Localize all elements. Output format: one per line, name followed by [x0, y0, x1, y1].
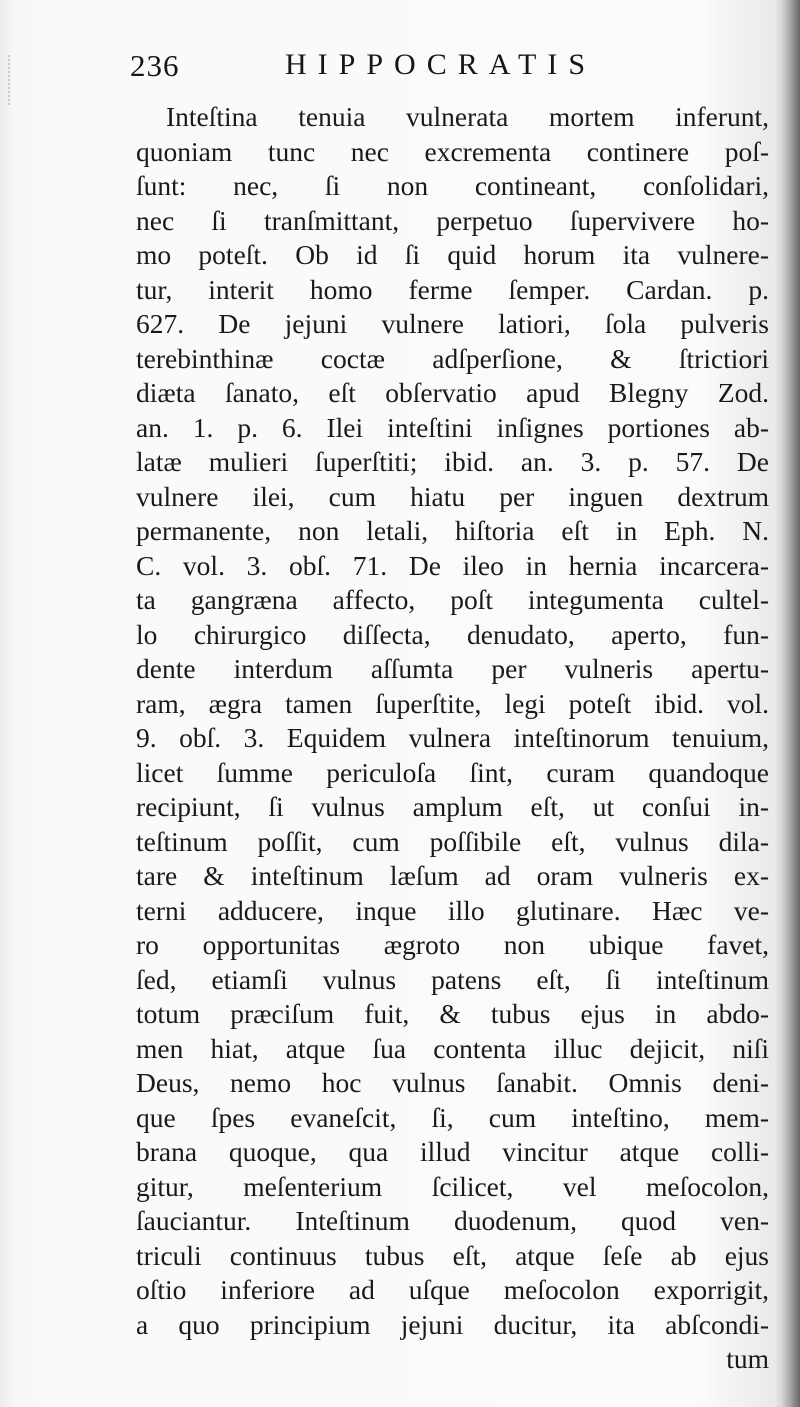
text-line: a quo principium jejuni ducitur, ita abſcondi-	[136, 1308, 769, 1340]
text-line: totum præciſum fuit, & tubus ejus in abdo-	[136, 998, 769, 1029]
text-line: que ſpes evaneſcit, ſi, cum inteſtino, mem-	[136, 1101, 769, 1133]
text-line: dente interdum aſſumta per vulneris apertu-	[136, 653, 769, 684]
text-line: vulnere ilei, cum hiatu per inguen dextrum	[136, 480, 769, 512]
text-line: ſauciantur. Inteſtinum duodenum, quod ven-	[136, 1205, 769, 1236]
catchword: tum	[726, 1343, 769, 1374]
text-line: men hiat, atque ſua contenta illuc dejicit, niſi	[136, 1032, 769, 1064]
text-line: lo chirurgico diſſecta, denudato, aperto, fun-	[136, 618, 769, 650]
text-line: mo poteſt. Ob id ſi quid horum ita vulnere-	[136, 239, 769, 270]
text-line: triculi continuus tubus eſt, atque ſeſe ab ejus	[136, 1239, 769, 1271]
text-line: terni adducere, inque illo glutinare. Hæc ve-	[136, 894, 769, 926]
text-line: quoniam tunc nec excrementa continere poſ-	[136, 135, 769, 167]
text-line: diæta ſanato, eſt obſervatio apud Blegny Zod.	[136, 377, 769, 408]
text-line: ram, ægra tamen ſuperſtite, legi poteſt ibid. vol.	[136, 687, 769, 719]
page-number: 236	[130, 48, 180, 83]
running-head	[130, 44, 650, 88]
body-text	[136, 100, 769, 1377]
text-line: gitur, meſenterium ſcilicet, vel meſocolon,	[136, 1170, 769, 1202]
binding-shadow	[782, 0, 800, 1407]
text-line: brana quoque, qua illud vincitur atque colli-	[136, 1136, 769, 1167]
text-line: ſed, etiamſi vulnus patens eſt, ſi inteſtinum	[136, 963, 769, 995]
text-line: an. 1. p. 6. Ilei inteſtini inſignes portiones ab-	[136, 411, 769, 443]
text-line: licet ſumme periculoſa ſint, curam quandoque	[136, 756, 769, 788]
text-line: ta gangræna affecto, poſt integumenta cultel-	[136, 584, 769, 615]
text-line: ro opportunitas ægroto non ubique favet,	[136, 929, 769, 960]
text-line: Deus, nemo hoc vulnus ſanabit. Omnis deni-	[136, 1067, 769, 1098]
text-line: 9. obſ. 3. Equidem vulnera inteſtinorum tenuium,	[136, 722, 769, 753]
text-line: tur, interit homo ferme ſemper. Cardan. p.	[136, 273, 769, 305]
text-line: terebinthinæ coctæ adſperſione, & ſtrictiori	[136, 342, 769, 374]
running-title: HIPPOCRATIS	[285, 48, 597, 81]
text-line: tare & inteſtinum læſum ad oram vulneris ex-	[136, 860, 769, 891]
text-line: C. vol. 3. obſ. 71. De ileo in hernia incarcera-	[136, 549, 769, 581]
text-line: recipiunt, ſi vulnus amplum eſt, ut conſui in-	[136, 791, 769, 822]
text-line: 627. De jejuni vulnere latiori, ſola pulveris	[136, 308, 769, 339]
text-line: nec ſi tranſmittant, perpetuo ſupervivere ho-	[136, 204, 769, 236]
margin-speckle	[8, 55, 14, 105]
text-line: latæ mulieri ſuperſtiti; ibid. an. 3. p. 57. De	[136, 446, 769, 477]
text-line: teſtinum poſſit, cum poſſibile eſt, vulnus dila-	[136, 825, 769, 857]
text-line: oſtio inferiore ad uſque meſocolon exporrigit,	[136, 1274, 769, 1305]
text-line: Inteſtina tenuia vulnerata mortem inferunt,	[166, 101, 769, 132]
text-line: ſunt: nec, ſi non contineant, conſolidari,	[136, 170, 769, 201]
text-line: permanente, non letali, hiſtoria eſt in Eph. N.	[136, 515, 769, 546]
